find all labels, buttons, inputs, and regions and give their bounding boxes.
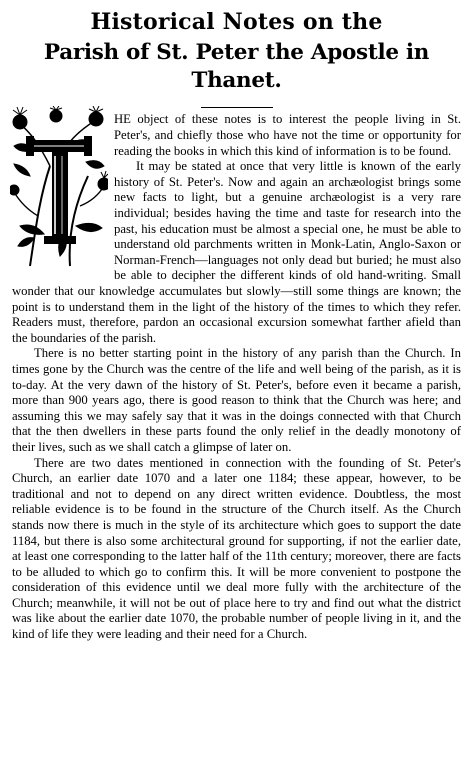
title-divider [201, 107, 273, 108]
illuminated-drop-cap [10, 106, 108, 268]
paragraph-2: It may be stated at once that very little is known of the early history of St. Peter's. Now and again an archæologist brings some new facts to light, but a genuine archæologist is a very rare individual; besides having the time and taste for research into the past, his education must be almost a special one, he must be able to understand old parchments written in Monk-Latin, Anglo-Saxon or Norman-French—languages not only dead but buried; he must also be able to decipher the different kinds of old hand-writing. Small wonder that our knowledge accumulates but slowly—still some things are known; the point is to understand them in the light of the history of the times to which they refer. Readers must, therefore, pardon an occasional excursion somewhat farther afield than the boundaries of the parish. [12, 159, 461, 345]
title-line-1: Historical Notes on the [90, 9, 383, 35]
article-body [10, 106, 461, 642]
paragraph-3: There is no better starting point in the history of any parish than the Church. In times gone by the Church was the centre of the life and well being of the parish, as it is to-day. At the very dawn of the history of St. Peter's, before even it became a parish, more than 900 years ago, there is good reason to think that the Church was here; and assuming this we may safely say that it was in the doings connected with that Church that the then dwellers in these parts found the only relief in the deadly monotony of their lives, such as we shall catch a glimpse of later on. [12, 346, 461, 454]
paragraph-1: HE object of these notes is to interest the people living in St. Peter's, and chiefly those who have not the time or opportunity for reading the books in which this kind of information is to be found. [114, 112, 461, 158]
title-line-2: Parish of St. Peter the Apostle in Thanet. [43, 39, 430, 93]
thistle-ornament-icon [10, 106, 108, 268]
paragraph-4: There are two dates mentioned in connection with the founding of St. Peter's Church, an earlier date 1070 and a later one 1184; these appear, however, to be traditional and not to depend on any direct written evidence. Doubtless, the most reliable evidence is to be found in the structure of the Church itself. As the Church stands now there is much in the style of its architecture which goes to support the date 1184, but there is also some architectural ground for supporting, if not the earlier date, at least one corresponding to the latter half of the 11th century; moreover, there are facts to be alluded to which go to confirm this. It will be more convenient to postpone the consideration of this evidence until we deal more fully with the architecture of the Church; meanwhile, it will not be out of place here to try and find out what the district was like about the earlier date 1070, the probable number of people living in it, and the kind of life they were leading and their need for a Church. [12, 455, 461, 642]
drop-cap-letter: T [10, 106, 11, 108]
